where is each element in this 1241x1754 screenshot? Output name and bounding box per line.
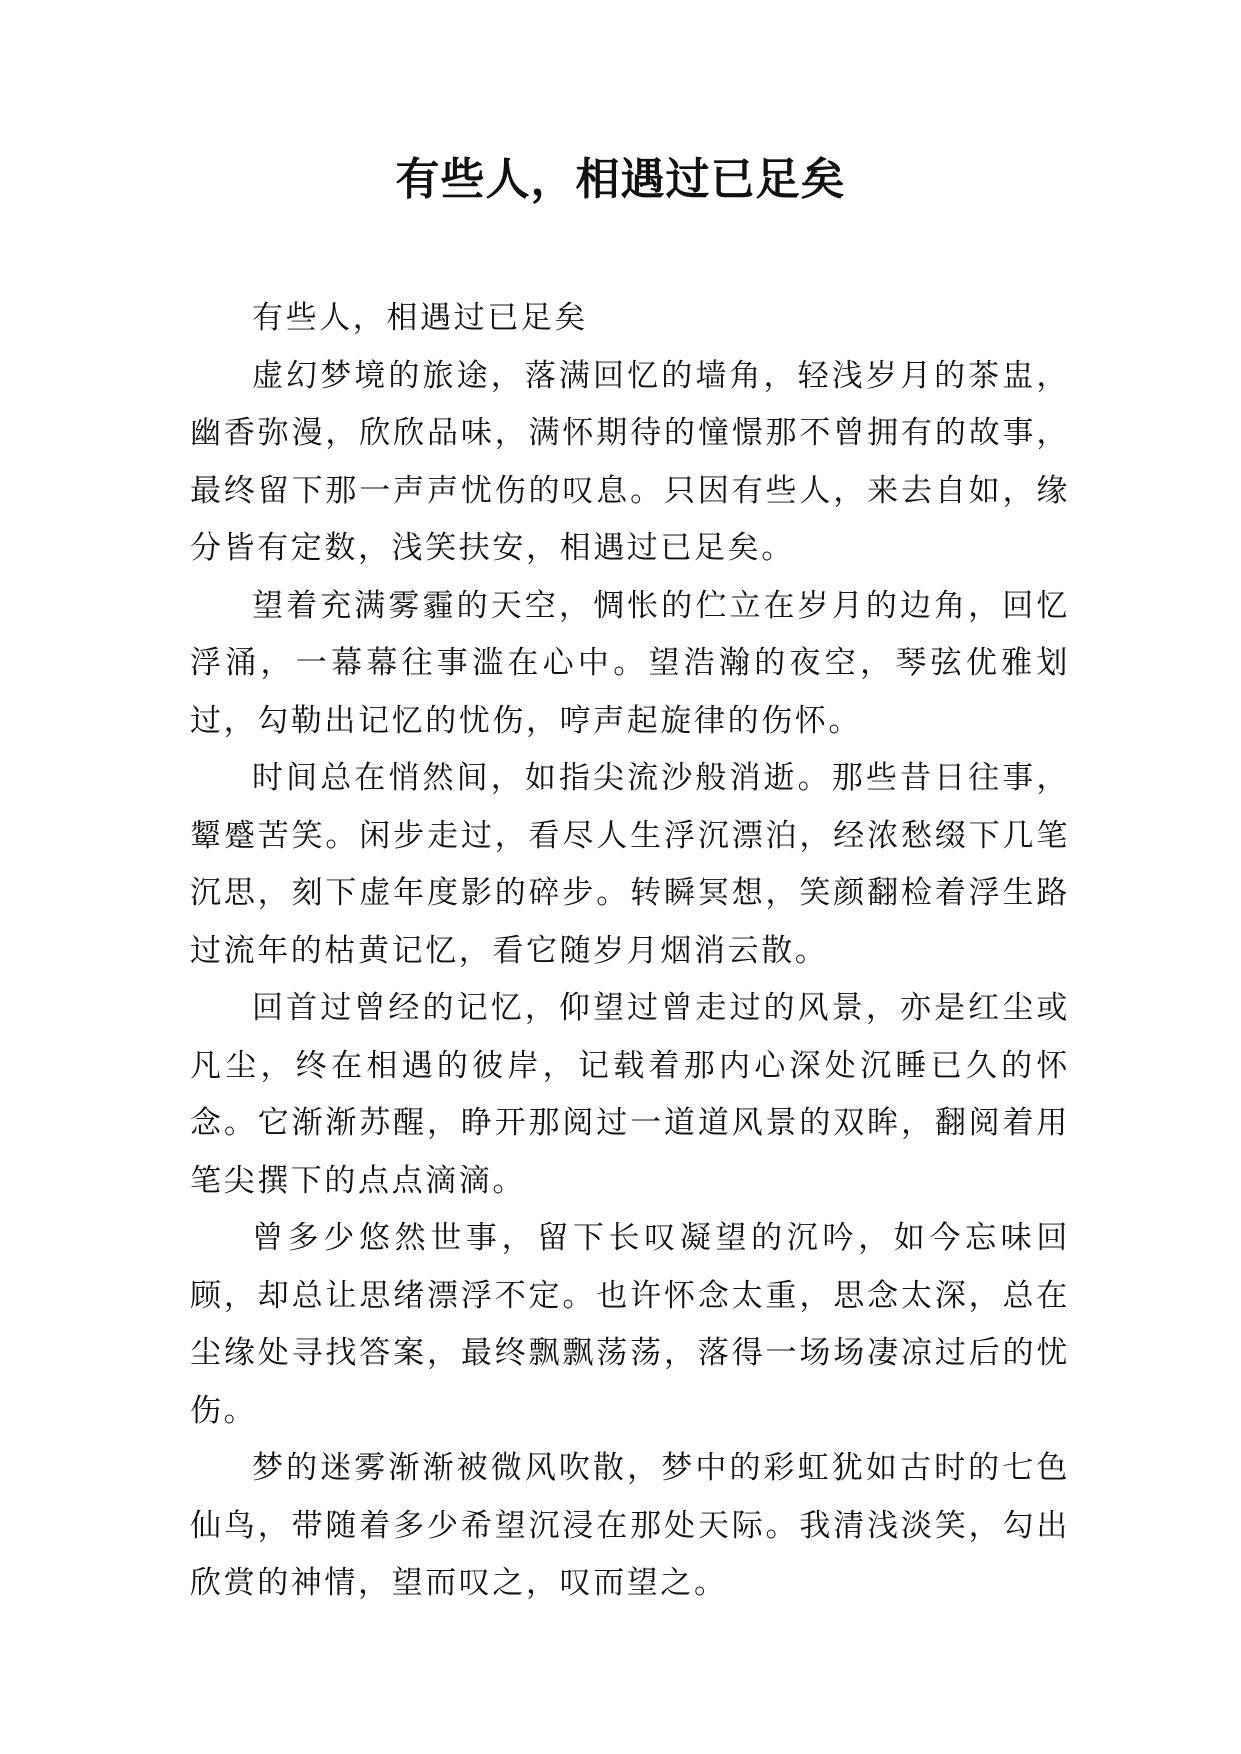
paragraph: 梦的迷雾渐渐被微风吹散，梦中的彩虹犹如古时的七色仙鸟，带随着多少希望沉浸在那处天际。我清浅淡笑，勾出欣赏的神情，望而叹之，叹而望之。	[190, 1450, 1070, 1601]
paragraph: 时间总在悄然间，如指尖流沙般消逝。那些昔日往事，颦蹙苦笑。闲步走过，看尽人生浮沉漂泊，经浓愁缀下几笔沉思，刻下虚年度影的碎步。转瞬冥想，笑颜翻检着浮生路过流年的枯黄记忆，看它随岁月烟消云散。	[190, 760, 1070, 969]
paragraph: 曾多少悠然世事，留下长叹凝望的沉吟，如今忘味回顾，却总让思绪漂浮不定。也许怀念太重，思念太深，总在尘缘处寻找答案，最终飘飘荡荡，落得一场场凄凉过后的忧伤。	[190, 1220, 1070, 1429]
paragraph: 回首过曾经的记忆，仰望过曾走过的风景，亦是红尘或凡尘，终在相遇的彼岸，记载着那内心深处沉睡已久的怀念。它渐渐苏醒，睁开那阅过一道道风景的双眸，翻阅着用笔尖撰下的点点滴滴。	[190, 990, 1070, 1199]
paragraph: 虚幻梦境的旅途，落满回忆的墙角，轻浅岁月的茶盅，幽香弥漫，欣欣品味，满怀期待的憧憬那不曾拥有的故事，最终留下那一声声忧伤的叹息。只因有些人，来去自如，缘分皆有定数，浅笑扶安，相遇过已足矣。	[190, 357, 1070, 566]
paragraph: 有些人，相遇过已足矣	[252, 300, 588, 336]
paragraph: 望着充满雾霾的天空，惆怅的伫立在岁月的边角，回忆浮涌，一幕幕往事滥在心中。望浩瀚的夜空，琴弦优雅划过，勾勒出记忆的忧伤，哼声起旋律的伤怀。	[190, 587, 1070, 739]
document-body	[190, 290, 1070, 1613]
document-title: 有些人，相遇过已足矣	[395, 154, 846, 205]
